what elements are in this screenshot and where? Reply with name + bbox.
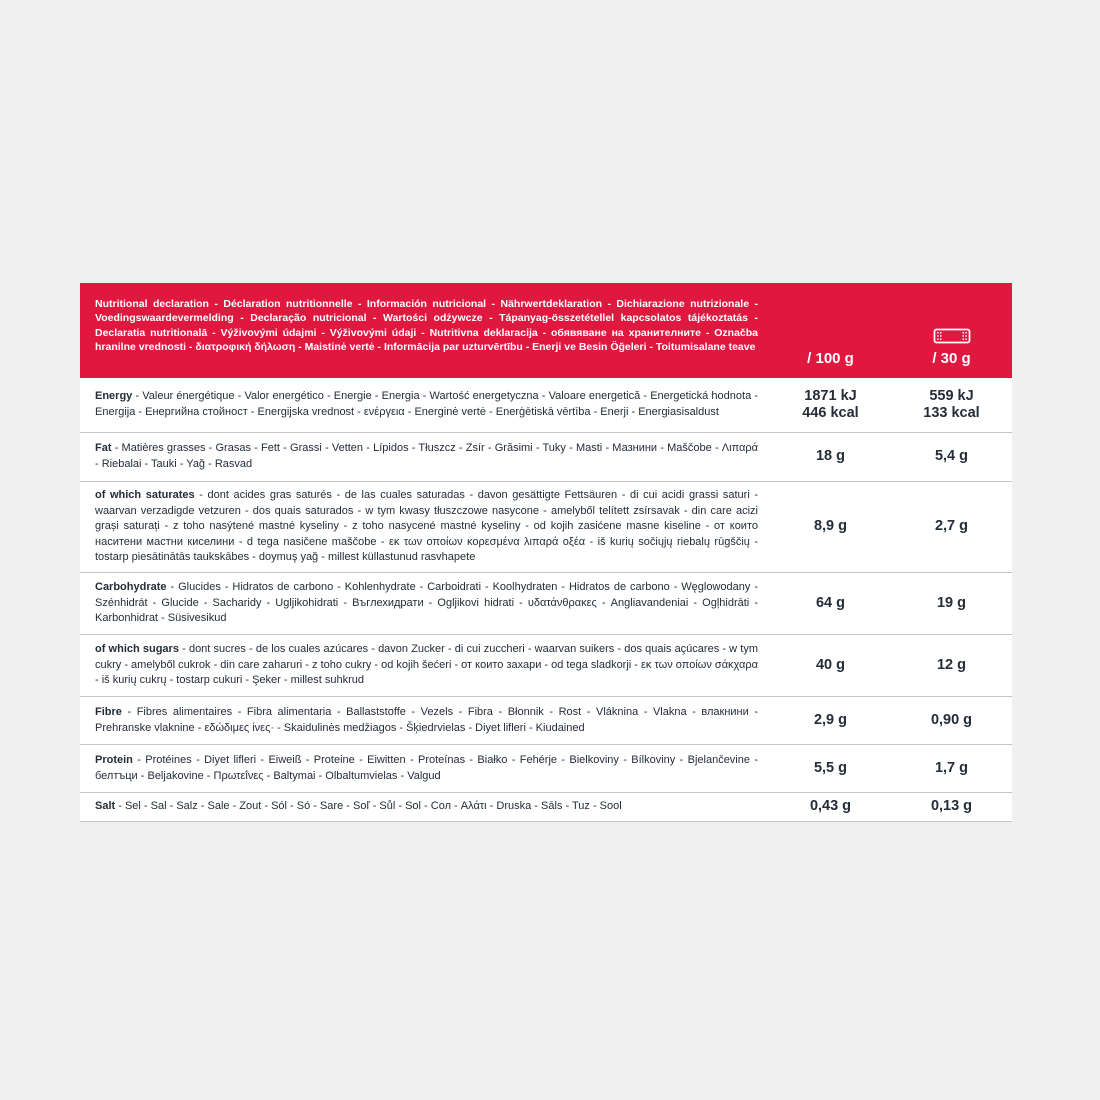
per-30g-label: / 30 g (932, 350, 971, 367)
nutrient-name: of which saturates (95, 489, 195, 501)
value-per-30g: 1,7 g (934, 759, 969, 776)
value-per-100g: 18 g (815, 448, 845, 465)
nutrient-label (80, 793, 770, 821)
value-per-100g: 5,5 g (813, 759, 848, 776)
value-per-30g: 5,4 g (934, 448, 969, 465)
multilingual-title: Nutritional declaration - Déclaration nutritionnelle - Información nutricional - Nährwertdeklaration - Dichiarazione nutrizionale - Voedingswaardevermelding - Declaração nutricional - Wartości odżywcze - Tápanyag-összetétellel kapcsolatos tájékoztatás - Declaratia nutritionalā - Výživovými údajmi - Výživovými údaji - Nutritivna deklaracija - обявяване на хранителните - Označba hranilne vrednosti - διατροφική δήλωση - Maistinė vertė - Informācija par uzturvērtību - Enerji ve Besin Öğeleri - Toitumisalane teave (95, 298, 758, 354)
nutrient-translations: - Fibres alimentaires - Fibra alimentaria - Ballaststoffe - Vezels - Fibra - Błonnik - Rost - Vláknina - Vlakna - влакнини - Prehranske vlaknine - εδώδιμες ίνες· - Skaidulinės medžiagos - Šķiedrvielas - Diyet lifleri - Kiudained (95, 705, 759, 734)
table-row-fibre (80, 697, 1012, 745)
nutrient-name: Fat (95, 442, 112, 455)
value-per-100g: 0,43 g (809, 798, 852, 815)
nutrient-label (80, 482, 770, 572)
value-per-100g: 8,9 g (813, 518, 848, 535)
nutrient-name: of which sugars (95, 643, 179, 656)
nutrient-name: Fibre (95, 705, 122, 718)
nutrient-translations: - dont sucres - de los cuales azúcares - davon Zucker - di cui zuccheri - waarvan suikers - dos quais açúcares - w tym cukry - amelyből cukrok - din care zaharuri - z toho cukry - od kojih šećeri - от които захари - od tega sladkorji - εκ των οποίων σάκχαρα - iš kurių cukrų - tostarp cukuri - Şeker - millest suhkrud (95, 643, 759, 687)
table-header (80, 283, 1012, 378)
table-row-protein (80, 745, 1012, 793)
nutrient-label (80, 433, 770, 481)
value-per-100g: 1871 kJ 446 kcal (802, 387, 859, 421)
nutrient-name: Carbohydrate (95, 581, 167, 594)
value-per-30g: 559 kJ 133 kcal (923, 387, 980, 421)
nutrient-name: Salt (95, 800, 116, 813)
table-row-carbohydrate (80, 573, 1012, 635)
per-100g-label: / 100 g (807, 350, 854, 367)
nutrient-label (80, 635, 770, 696)
table-row-sugars (80, 635, 1012, 697)
nutrient-label (80, 378, 770, 432)
value-per-30g: 2,7 g (934, 518, 969, 535)
value-per-100g: 2,9 g (813, 711, 848, 728)
table-row-salt (80, 793, 1012, 822)
nutrient-translations: - dont acides gras saturés - de las cuales saturadas - davon gesättigte Fettsäuren - di cui acidi grassi saturi - waarvan verzadigde vetzuren - dos quais saturados - w tym kwasy tłuszczowe nasycone - amelyből telített zsírsavak - din care acizi grași saturați - z toho nasýtené mastné kyseliny - z toho nasycené mastné kyseliny - od kojih zasićene masne kiseline - от които наситени мастни киселини - d tega nasičene maščobe - εκ των οποίων κορεσμένα λιπαρά οξέα - iš kurių sočiųjų riebalų rūgščių - tostarp piesātinātās taukskābes - doymuş yağ - millest küllastunud rasvhapete (95, 489, 759, 564)
table-row-fat (80, 433, 1012, 482)
nutrient-translations: - Sel - Sal - Salz - Sale - Zout - Sól - Só - Sare - Soľ - Sůl - Sol - Сол - Αλάτι - Druska - Sāls - Tuz - Sool (118, 800, 622, 813)
nutrient-translations: - Glucides - Hidratos de carbono - Kohlenhydrate - Carboidrati - Koolhydraten - Hidratos de carbono - Węglowodany - Szénhidrát - Glucide - Sacharidy - Ugljikohidrati - Въглехидрати - Ogljikovi hidrati - υδατάνθρακες - Angliavandeniai - Ogļhidrāti - Karbonhidrat - Süsivesikud (95, 581, 758, 625)
table-row-energy (80, 378, 1012, 433)
value-per-30g: 19 g (936, 594, 966, 611)
nutrient-name: Energy (95, 390, 133, 403)
value-per-100g: 40 g (815, 656, 845, 673)
nutrient-label (80, 573, 770, 634)
nutrition-table (80, 283, 1012, 822)
nutrient-label (80, 745, 770, 792)
per-100g-column-header (770, 283, 891, 378)
table-row-saturates (80, 482, 1012, 573)
nutrient-label (80, 697, 770, 744)
nutrient-translations: - Matières grasses - Grasas - Fett - Grassi - Vetten - Lípidos - Tłuszcz - Zsír - Grăsimi - Tuky - Masti - Мазнини - Maščobe - Λιπαρά - Riebalai - Tauki - Yağ - Rasvad (95, 442, 758, 470)
value-per-100g: 64 g (815, 594, 845, 611)
nutrient-translations: - Valeur énergétique - Valor energético - Energie - Energia - Wartość energetyczna - Valoare energetică - Energetická hodnota - Energija - Енергийна стойност - Energijska vrednost - ενέργεια - Energinė vertė - Enerģētiskā vērtība - Enerji - Energiasisaldust (95, 390, 758, 418)
per-30g-column-header (891, 283, 1012, 378)
value-per-30g: 0,90 g (930, 711, 973, 728)
value-per-30g: 0,13 g (930, 798, 973, 815)
column-headers (770, 283, 1012, 378)
nutrient-name: Protein (95, 753, 133, 766)
value-per-30g: 12 g (936, 656, 966, 673)
nutrient-translations: - Protéines - Diyet lifleri - Eiweiß - Proteine - Eiwitten - Proteínas - Białko - Fehérje - Bielkoviny - Bílkoviny - Bjelančevine - белтъци - Beljakovine - Πρωτεΐνες - Baltymai - Olbaltumvielas - Valgud (95, 753, 758, 782)
bar-icon (933, 327, 971, 345)
